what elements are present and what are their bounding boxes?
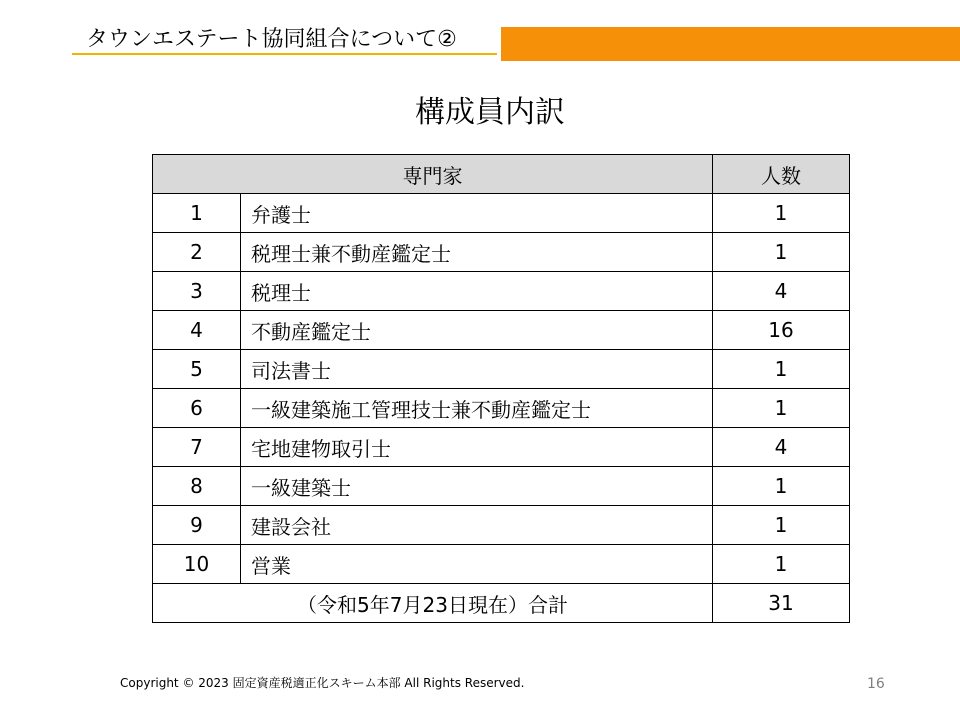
total-row bbox=[153, 584, 850, 623]
table-row bbox=[153, 272, 850, 311]
row-profession: 建設会社 bbox=[241, 506, 713, 545]
copyright-text: Copyright © 2023 固定資産税適正化スキーム本部 All Rights Reserved. bbox=[120, 676, 525, 690]
row-profession: 一級建築施工管理技士兼不動産鑑定士 bbox=[241, 389, 713, 428]
row-profession: 営業 bbox=[241, 545, 713, 584]
table-header-row bbox=[153, 155, 850, 194]
header-profession: 専門家 bbox=[153, 155, 713, 194]
table-row bbox=[153, 350, 850, 389]
row-number: 7 bbox=[153, 428, 241, 467]
slide-title: 構成員内訳 bbox=[415, 95, 565, 130]
row-count: 1 bbox=[713, 467, 850, 506]
row-count: 1 bbox=[713, 194, 850, 233]
header-accent-bar bbox=[501, 27, 960, 61]
row-number: 10 bbox=[153, 545, 241, 584]
header-underline bbox=[72, 53, 497, 55]
table-row bbox=[153, 545, 850, 584]
members-table bbox=[152, 154, 850, 623]
row-count: 1 bbox=[713, 506, 850, 545]
row-number: 6 bbox=[153, 389, 241, 428]
table-row bbox=[153, 233, 850, 272]
row-count: 4 bbox=[713, 428, 850, 467]
table-row bbox=[153, 311, 850, 350]
table-row bbox=[153, 194, 850, 233]
row-number: 8 bbox=[153, 467, 241, 506]
header-title: タウンエステート協同組合について② bbox=[86, 27, 457, 52]
table-row bbox=[153, 389, 850, 428]
row-number: 1 bbox=[153, 194, 241, 233]
row-profession: 宅地建物取引士 bbox=[241, 428, 713, 467]
row-count: 1 bbox=[713, 389, 850, 428]
row-profession: 税理士 bbox=[241, 272, 713, 311]
row-count: 1 bbox=[713, 350, 850, 389]
header-count: 人数 bbox=[713, 155, 850, 194]
table-row bbox=[153, 467, 850, 506]
row-count: 4 bbox=[713, 272, 850, 311]
row-count: 1 bbox=[713, 233, 850, 272]
total-label: （令和5年7月23日現在）合計 bbox=[153, 584, 713, 623]
row-number: 3 bbox=[153, 272, 241, 311]
total-count: 31 bbox=[713, 584, 850, 623]
row-number: 5 bbox=[153, 350, 241, 389]
table-row bbox=[153, 428, 850, 467]
row-profession: 弁護士 bbox=[241, 194, 713, 233]
row-number: 2 bbox=[153, 233, 241, 272]
row-count: 1 bbox=[713, 545, 850, 584]
row-profession: 税理士兼不動産鑑定士 bbox=[241, 233, 713, 272]
table-row bbox=[153, 506, 850, 545]
row-number: 4 bbox=[153, 311, 241, 350]
page-number: 16 bbox=[867, 676, 885, 692]
row-profession: 一級建築士 bbox=[241, 467, 713, 506]
row-profession: 司法書士 bbox=[241, 350, 713, 389]
row-number: 9 bbox=[153, 506, 241, 545]
row-count: 16 bbox=[713, 311, 850, 350]
row-profession: 不動産鑑定士 bbox=[241, 311, 713, 350]
